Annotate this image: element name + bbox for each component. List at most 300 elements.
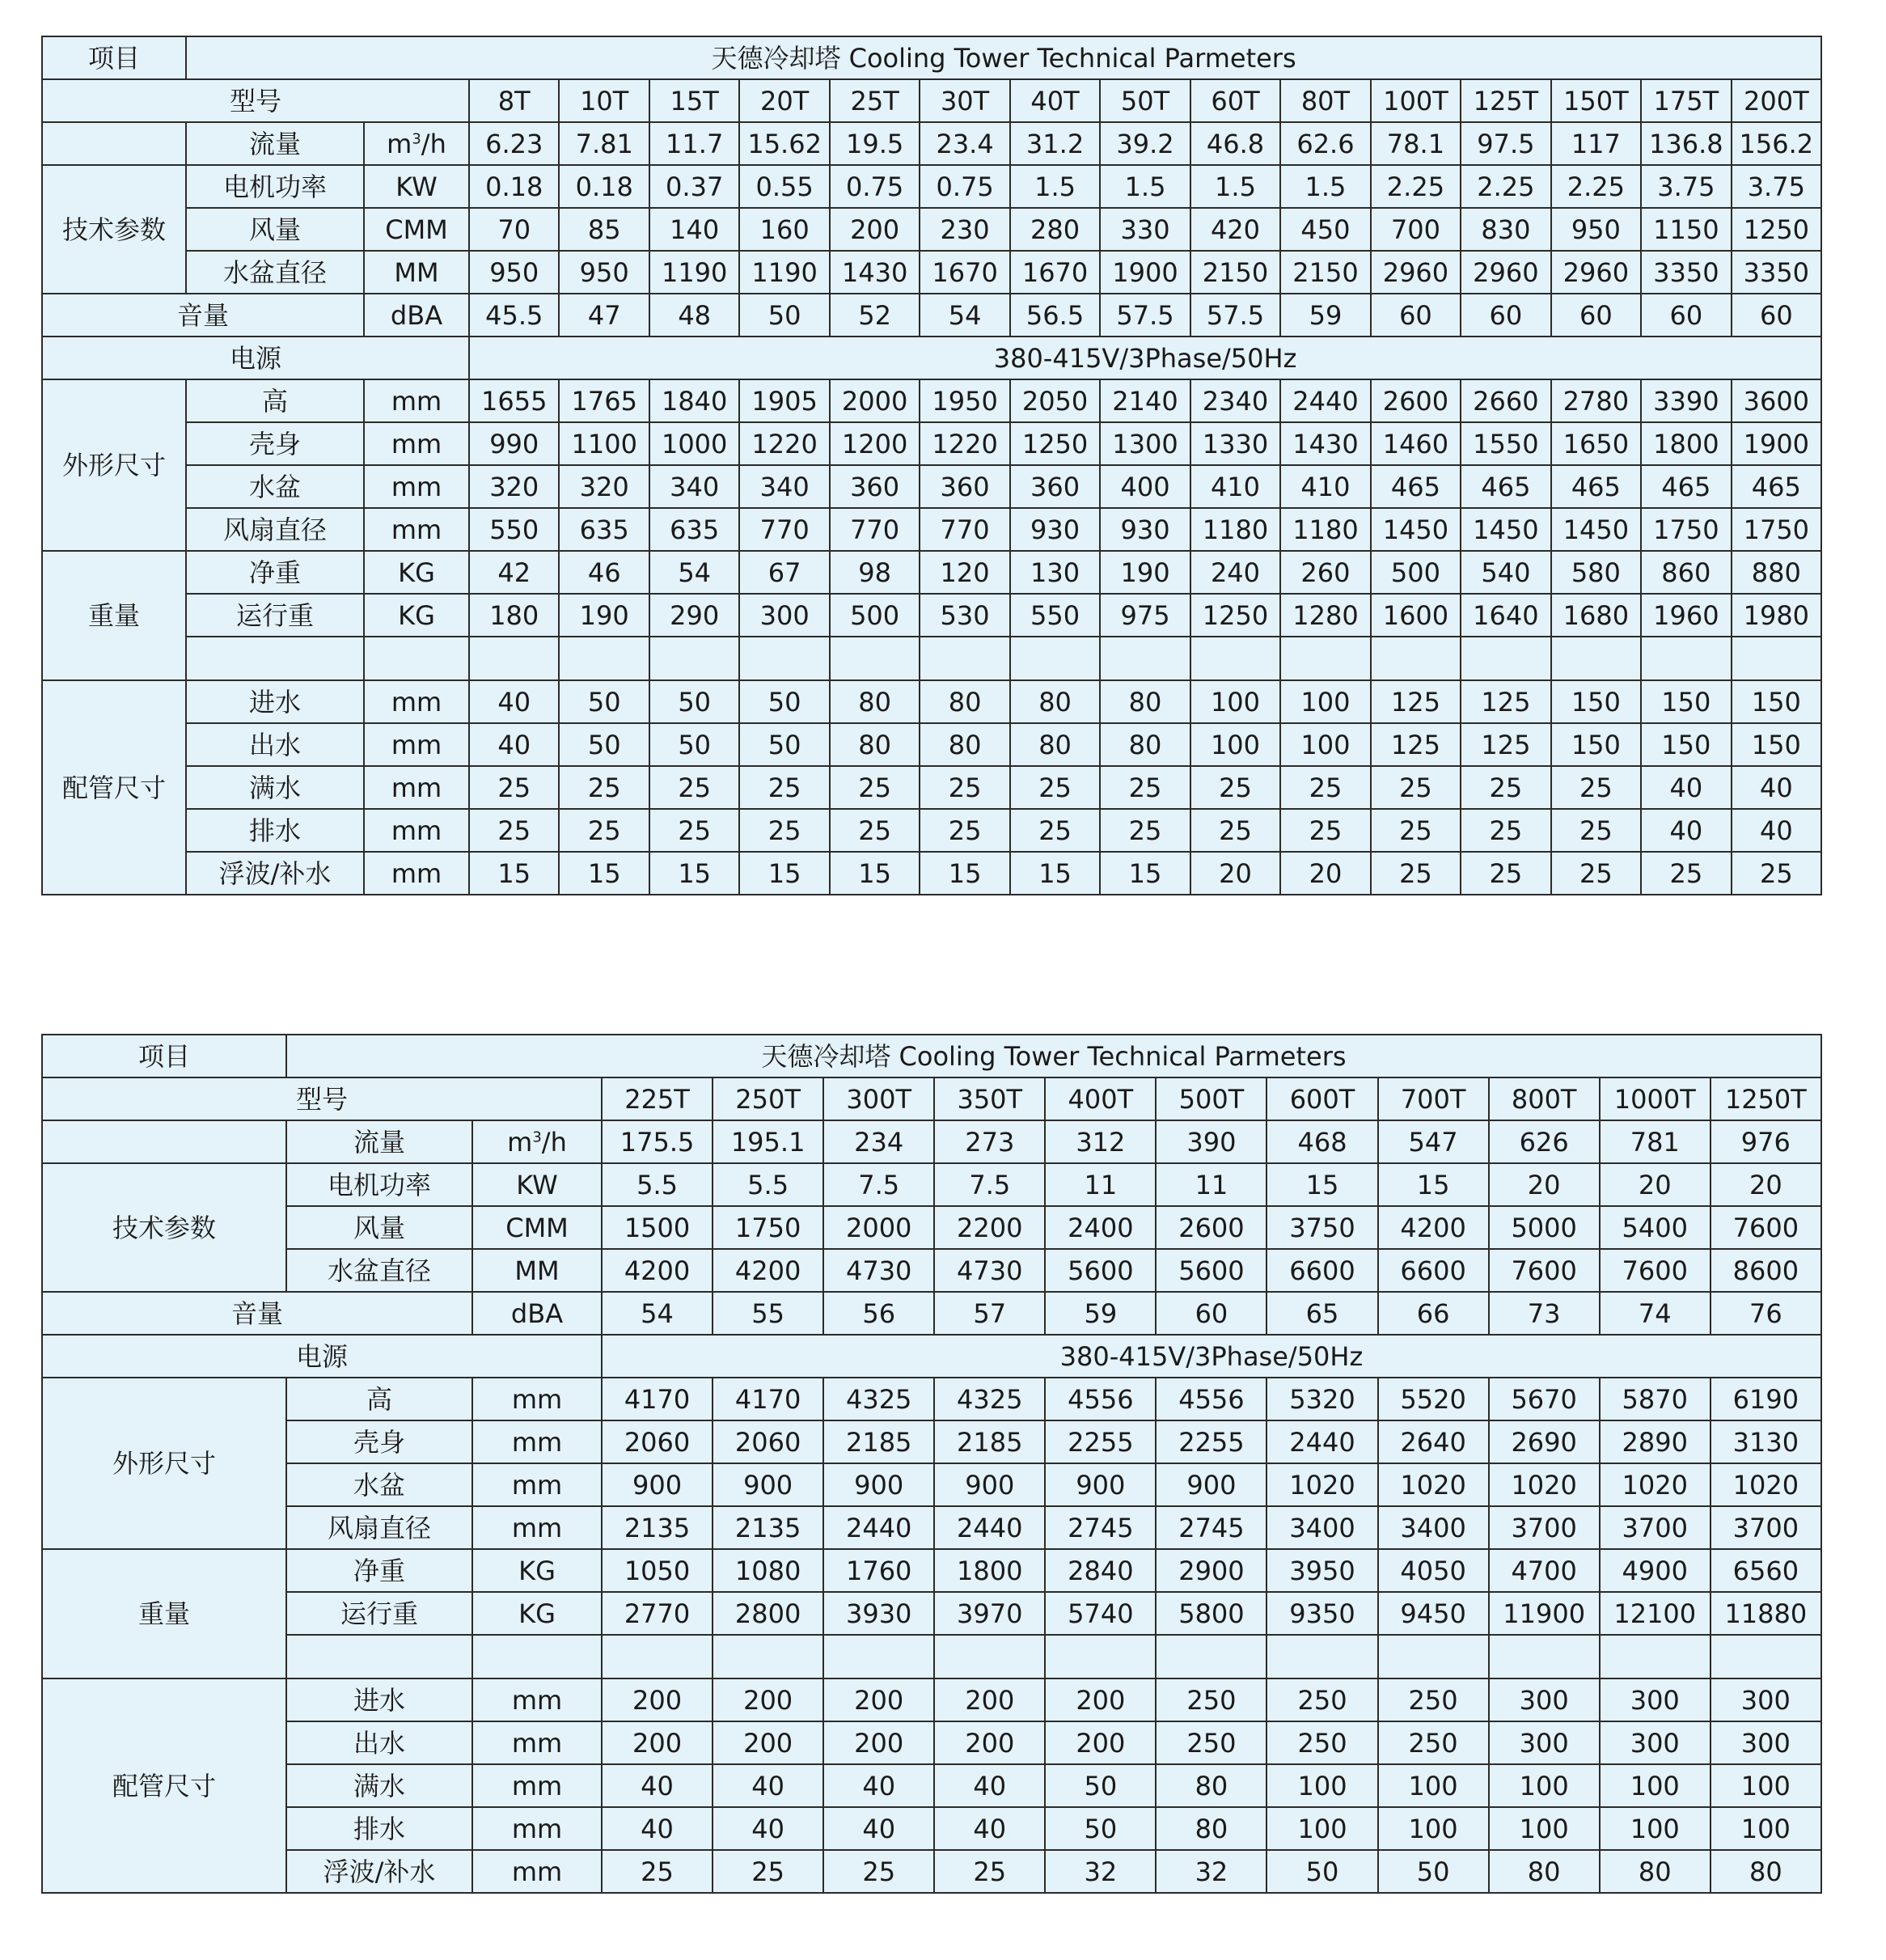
value-cell: 950 (469, 251, 559, 294)
value-cell: 2135 (713, 1506, 823, 1549)
row-label: 电机功率 (286, 1163, 472, 1206)
value-cell: 4900 (1600, 1549, 1711, 1592)
model-cell: 25T (830, 79, 920, 122)
value-cell: 15 (739, 852, 829, 895)
value-cell: 59 (1280, 294, 1370, 337)
value-cell: 950 (559, 251, 649, 294)
value-cell: 2.25 (1551, 165, 1641, 208)
group-label-weight: 重量 (42, 551, 186, 680)
value-cell: 25 (559, 766, 649, 809)
value-cell: 50 (1045, 1764, 1156, 1807)
value-cell: 100 (1711, 1764, 1821, 1807)
value-cell: 11.7 (649, 122, 739, 165)
value-cell: 66 (1378, 1292, 1489, 1335)
value-cell: 25 (1100, 809, 1190, 852)
value-cell: 7600 (1600, 1249, 1711, 1292)
value-cell: 15 (920, 852, 1009, 895)
blank-cell (286, 1635, 472, 1678)
model-cell: 600T (1266, 1077, 1377, 1120)
value-cell: 4325 (823, 1378, 934, 1420)
value-cell: 5800 (1156, 1592, 1266, 1635)
value-cell: 2185 (823, 1420, 934, 1463)
value-cell: 2900 (1156, 1549, 1266, 1592)
value-cell: 25 (830, 809, 920, 852)
value-cell: 125 (1371, 723, 1461, 766)
value-cell: 200 (934, 1678, 1045, 1721)
value-cell: 9450 (1378, 1592, 1489, 1635)
model-cell: 350T (934, 1077, 1045, 1120)
value-cell: 25 (649, 809, 739, 852)
value-cell: 40 (934, 1764, 1045, 1807)
row-label: 风量 (186, 208, 364, 251)
blank-cell (1732, 637, 1822, 680)
blank-cell (649, 637, 739, 680)
value-cell: 74 (1600, 1292, 1711, 1335)
value-cell: 15 (1010, 852, 1100, 895)
value-cell: 97.5 (1461, 122, 1550, 165)
value-cell: 150 (1551, 723, 1641, 766)
value-cell: 6190 (1711, 1378, 1821, 1420)
unit-cell: mm (472, 1850, 602, 1893)
value-cell: 1450 (1461, 508, 1550, 551)
unit-cell: KG (472, 1549, 602, 1592)
value-cell: 50 (739, 680, 829, 723)
value-cell: 465 (1461, 465, 1550, 508)
value-cell: 1.5 (1280, 165, 1370, 208)
value-cell: 25 (469, 766, 559, 809)
value-cell: 25 (1461, 766, 1550, 809)
value-cell: 150 (1732, 723, 1822, 766)
group-label-pipe: 配管尺寸 (42, 1678, 286, 1893)
value-cell: 150 (1641, 723, 1731, 766)
value-cell: 300 (1489, 1721, 1600, 1764)
value-cell: 130 (1010, 551, 1100, 594)
value-cell: 5520 (1378, 1378, 1489, 1420)
value-cell: 1750 (1641, 508, 1731, 551)
blank-cell (364, 637, 469, 680)
model-label: 型号 (42, 79, 469, 122)
group-label-tech: 技术参数 (42, 165, 186, 294)
value-cell: 1020 (1489, 1463, 1600, 1506)
model-cell: 200T (1732, 79, 1822, 122)
value-cell: 8600 (1711, 1249, 1821, 1292)
unit-cell: MM (472, 1249, 602, 1292)
value-cell: 39.2 (1100, 122, 1190, 165)
table-row (42, 594, 1821, 637)
value-cell: 200 (602, 1721, 713, 1764)
blank-cell (1461, 637, 1550, 680)
value-cell: 25 (1280, 809, 1370, 852)
model-cell: 30T (920, 79, 1009, 122)
value-cell: 25 (920, 809, 1009, 852)
value-cell: 4325 (934, 1378, 1045, 1420)
model-cell: 800T (1489, 1077, 1600, 1120)
value-cell: 80 (830, 723, 920, 766)
value-cell: 25 (1551, 809, 1641, 852)
value-cell: 7600 (1711, 1206, 1821, 1249)
value-cell: 54 (649, 551, 739, 594)
table-row (42, 465, 1821, 508)
model-cell: 250T (713, 1077, 823, 1120)
value-cell: 410 (1280, 465, 1370, 508)
unit-cell: mm (364, 852, 469, 895)
model-cell: 700T (1378, 1077, 1489, 1120)
value-cell: 3700 (1489, 1506, 1600, 1549)
value-cell: 200 (713, 1721, 823, 1764)
value-cell: 1980 (1732, 594, 1822, 637)
row-label: 排水 (286, 1807, 472, 1850)
row-label: 高 (286, 1378, 472, 1420)
value-cell: 40 (469, 680, 559, 723)
value-cell: 6600 (1266, 1249, 1377, 1292)
value-cell: 3350 (1641, 251, 1731, 294)
value-cell: 1300 (1100, 422, 1190, 465)
value-cell: 9350 (1266, 1592, 1377, 1635)
blank-cell (920, 637, 1009, 680)
value-cell: 80 (920, 723, 1009, 766)
value-cell: 500 (1371, 551, 1461, 594)
blank-cell (739, 637, 829, 680)
value-cell: 5600 (1045, 1249, 1156, 1292)
blank-row (42, 1635, 1821, 1678)
model-cell: 1000T (1600, 1077, 1711, 1120)
value-cell: 25 (649, 766, 739, 809)
value-cell: 360 (1010, 465, 1100, 508)
unit-cell: mm (472, 1378, 602, 1420)
value-cell: 1190 (739, 251, 829, 294)
value-cell: 57.5 (1100, 294, 1190, 337)
unit-cell: KG (472, 1592, 602, 1635)
value-cell: 273 (934, 1120, 1045, 1163)
row-label: 满水 (186, 766, 364, 809)
value-cell: 190 (1100, 551, 1190, 594)
value-cell: 1670 (1010, 251, 1100, 294)
value-cell: 40 (1641, 809, 1731, 852)
value-cell: 465 (1371, 465, 1461, 508)
value-cell: 40 (934, 1807, 1045, 1850)
value-cell: 4200 (713, 1249, 823, 1292)
value-cell: 80 (1600, 1850, 1711, 1893)
value-cell: 15 (649, 852, 739, 895)
group-label-dims: 外形尺寸 (42, 1378, 286, 1549)
value-cell: 80 (920, 680, 1009, 723)
value-cell: 1800 (1641, 422, 1731, 465)
table-row (42, 165, 1821, 208)
value-cell: 80 (1156, 1807, 1266, 1850)
row-label: 浮波/补水 (286, 1850, 472, 1893)
table-row (42, 1292, 1821, 1335)
value-cell: 100 (1266, 1807, 1377, 1850)
value-cell: 1600 (1371, 594, 1461, 637)
value-cell: 25 (1732, 852, 1822, 895)
value-cell: 880 (1732, 551, 1822, 594)
value-cell: 1330 (1190, 422, 1280, 465)
unit-cell: mm (472, 1506, 602, 1549)
table-row (42, 508, 1821, 551)
value-cell: 20 (1190, 852, 1280, 895)
value-cell: 100 (1280, 723, 1370, 766)
value-cell: 300 (1711, 1678, 1821, 1721)
value-cell: 1020 (1711, 1463, 1821, 1506)
value-cell: 15 (469, 852, 559, 895)
value-cell: 45.5 (469, 294, 559, 337)
value-cell: 40 (1732, 766, 1822, 809)
value-cell: 530 (920, 594, 1009, 637)
value-cell: 15 (559, 852, 649, 895)
value-cell: 50 (1266, 1850, 1377, 1893)
value-cell: 3350 (1732, 251, 1822, 294)
value-cell: 500 (830, 594, 920, 637)
value-cell: 100 (1600, 1807, 1711, 1850)
unit-cell: KW (364, 165, 469, 208)
value-cell: 770 (739, 508, 829, 551)
value-cell: 2960 (1371, 251, 1461, 294)
value-cell: 990 (469, 422, 559, 465)
value-cell: 25 (1010, 809, 1100, 852)
value-cell: 1640 (1461, 594, 1550, 637)
value-cell: 1050 (602, 1549, 713, 1592)
value-cell: 250 (1378, 1721, 1489, 1764)
row-label: 水盆 (286, 1463, 472, 1506)
value-cell: 860 (1641, 551, 1731, 594)
value-cell: 7.5 (823, 1163, 934, 1206)
value-cell: 40 (1732, 809, 1822, 852)
value-cell: 1500 (602, 1206, 713, 1249)
value-cell: 950 (1551, 208, 1641, 251)
value-cell: 62.6 (1280, 122, 1370, 165)
value-cell: 56 (823, 1292, 934, 1335)
value-cell: 25 (1280, 766, 1370, 809)
value-cell: 465 (1641, 465, 1731, 508)
value-cell: 25 (823, 1850, 934, 1893)
value-cell: 25 (1641, 852, 1731, 895)
unit-cell: mm (472, 1463, 602, 1506)
value-cell: 15 (1378, 1163, 1489, 1206)
value-cell: 900 (1045, 1463, 1156, 1506)
empty-group-cell (42, 122, 186, 165)
row-label: 水盆直径 (286, 1249, 472, 1292)
unit-cell: MM (364, 251, 469, 294)
value-cell: 1430 (830, 251, 920, 294)
value-cell: 0.55 (739, 165, 829, 208)
value-cell: 2340 (1190, 379, 1280, 422)
row-label: 流量 (186, 122, 364, 165)
value-cell: 1250 (1190, 594, 1280, 637)
value-cell: 1.5 (1190, 165, 1280, 208)
blank-cell (186, 637, 364, 680)
group-label-weight: 重量 (42, 1549, 286, 1678)
value-cell: 50 (649, 680, 739, 723)
value-cell: 195.1 (713, 1120, 823, 1163)
value-cell: 200 (823, 1678, 934, 1721)
value-cell: 25 (1100, 766, 1190, 809)
value-cell: 1020 (1266, 1463, 1377, 1506)
value-cell: 2060 (602, 1420, 713, 1463)
value-cell: 330 (1100, 208, 1190, 251)
blank-cell (823, 1635, 934, 1678)
value-cell: 60 (1551, 294, 1641, 337)
value-cell: 25 (1190, 766, 1280, 809)
blank-cell (1489, 1635, 1600, 1678)
value-cell: 1800 (934, 1549, 1045, 1592)
unit-cell: mm (472, 1721, 602, 1764)
value-cell: 150 (1641, 680, 1731, 723)
blank-cell (1156, 1635, 1266, 1678)
value-cell: 100 (1711, 1807, 1821, 1850)
value-cell: 48 (649, 294, 739, 337)
value-cell: 240 (1190, 551, 1280, 594)
value-cell: 2780 (1551, 379, 1641, 422)
table-row (42, 551, 1821, 594)
value-cell: 5.5 (602, 1163, 713, 1206)
value-cell: 25 (1190, 809, 1280, 852)
value-cell: 100 (1600, 1764, 1711, 1807)
value-cell: 65 (1266, 1292, 1377, 1335)
row-label: 运行重 (186, 594, 364, 637)
unit-cell: CMM (364, 208, 469, 251)
group-label-tech: 技术参数 (42, 1163, 286, 1292)
value-cell: 25 (1371, 809, 1461, 852)
table-row (42, 1420, 1821, 1463)
value-cell: 3.75 (1641, 165, 1731, 208)
table-row (42, 1678, 1821, 1721)
blank-cell (1266, 1635, 1377, 1678)
value-cell: 300 (1600, 1678, 1711, 1721)
value-cell: 2135 (602, 1506, 713, 1549)
table-row (42, 208, 1821, 251)
row-label: 流量 (286, 1120, 472, 1163)
blank-cell (1010, 637, 1100, 680)
power-label: 电源 (42, 1335, 602, 1378)
value-cell: 60 (1156, 1292, 1266, 1335)
blank-cell (602, 1635, 713, 1678)
value-cell: 1670 (920, 251, 1009, 294)
table-title: 天德冷却塔 Cooling Tower Technical Parmeters (286, 1035, 1821, 1077)
value-cell: 2660 (1461, 379, 1550, 422)
value-cell: 2600 (1156, 1206, 1266, 1249)
unit-cell: mm (364, 680, 469, 723)
unit-cell: mm (364, 465, 469, 508)
model-cell: 60T (1190, 79, 1280, 122)
value-cell: 2840 (1045, 1549, 1156, 1592)
value-cell: 2.25 (1371, 165, 1461, 208)
unit-cell: KG (364, 594, 469, 637)
value-cell: 25 (1371, 852, 1461, 895)
value-cell: 25 (1371, 766, 1461, 809)
value-cell: 547 (1378, 1120, 1489, 1163)
unit-cell: mm (472, 1678, 602, 1721)
value-cell: 4730 (934, 1249, 1045, 1292)
value-cell: 20 (1489, 1163, 1600, 1206)
power-value: 380-415V/3Phase/50Hz (602, 1335, 1821, 1378)
model-label: 型号 (42, 1077, 602, 1120)
value-cell: 340 (649, 465, 739, 508)
value-cell: 2.25 (1461, 165, 1550, 208)
value-cell: 12100 (1600, 1592, 1711, 1635)
value-cell: 7.5 (934, 1163, 1045, 1206)
value-cell: 5320 (1266, 1378, 1377, 1420)
value-cell: 4700 (1489, 1549, 1600, 1592)
value-cell: 19.5 (830, 122, 920, 165)
value-cell: 1450 (1371, 508, 1461, 551)
value-cell: 1460 (1371, 422, 1461, 465)
blank-cell (1045, 1635, 1156, 1678)
value-cell: 300 (739, 594, 829, 637)
value-cell: 1180 (1190, 508, 1280, 551)
value-cell: 3950 (1266, 1549, 1377, 1592)
value-cell: 230 (920, 208, 1009, 251)
value-cell: 40 (469, 723, 559, 766)
value-cell: 52 (830, 294, 920, 337)
value-cell: 2060 (713, 1420, 823, 1463)
value-cell: 340 (739, 465, 829, 508)
value-cell: 156.2 (1732, 122, 1822, 165)
value-cell: 125 (1461, 723, 1550, 766)
value-cell: 975 (1100, 594, 1190, 637)
value-cell: 5670 (1489, 1378, 1600, 1420)
blank-cell (1100, 637, 1190, 680)
value-cell: 57.5 (1190, 294, 1280, 337)
value-cell: 25 (713, 1850, 823, 1893)
value-cell: 770 (920, 508, 1009, 551)
value-cell: 6.23 (469, 122, 559, 165)
value-cell: 70 (469, 208, 559, 251)
model-cell: 125T (1461, 79, 1550, 122)
value-cell: 54 (920, 294, 1009, 337)
value-cell: 200 (713, 1678, 823, 1721)
value-cell: 2600 (1371, 379, 1461, 422)
table-row (42, 1120, 1821, 1163)
unit-cell: KG (364, 551, 469, 594)
value-cell: 2150 (1280, 251, 1370, 294)
model-cell: 300T (823, 1077, 934, 1120)
value-cell: 46.8 (1190, 122, 1280, 165)
value-cell: 25 (739, 809, 829, 852)
unit-cell: mm (364, 379, 469, 422)
power-label: 电源 (42, 337, 469, 379)
value-cell: 25 (934, 1850, 1045, 1893)
table-row (42, 1807, 1821, 1850)
value-cell: 32 (1156, 1850, 1266, 1893)
row-label: 电机功率 (186, 165, 364, 208)
value-cell: 5.5 (713, 1163, 823, 1206)
value-cell: 150 (1732, 680, 1822, 723)
table-row (42, 1163, 1821, 1206)
value-cell: 200 (823, 1721, 934, 1764)
power-value: 380-415V/3Phase/50Hz (469, 337, 1821, 379)
value-cell: 320 (559, 465, 649, 508)
value-cell: 25 (469, 809, 559, 852)
unit-cell: mm (472, 1807, 602, 1850)
value-cell: 4556 (1156, 1378, 1266, 1420)
value-cell: 2960 (1461, 251, 1550, 294)
value-cell: 1950 (920, 379, 1009, 422)
value-cell: 626 (1489, 1120, 1600, 1163)
value-cell: 2440 (1266, 1420, 1377, 1463)
value-cell: 1750 (1732, 508, 1822, 551)
value-cell: 80 (1489, 1850, 1600, 1893)
value-cell: 190 (559, 594, 649, 637)
unit-cell: mm (364, 422, 469, 465)
row-label: 浮波/补水 (186, 852, 364, 895)
value-cell: 2050 (1010, 379, 1100, 422)
value-cell: 200 (602, 1678, 713, 1721)
value-cell: 635 (649, 508, 739, 551)
value-cell: 1650 (1551, 422, 1641, 465)
value-cell: 25 (1461, 809, 1550, 852)
model-cell: 225T (602, 1077, 713, 1120)
model-cell: 1250T (1711, 1077, 1821, 1120)
